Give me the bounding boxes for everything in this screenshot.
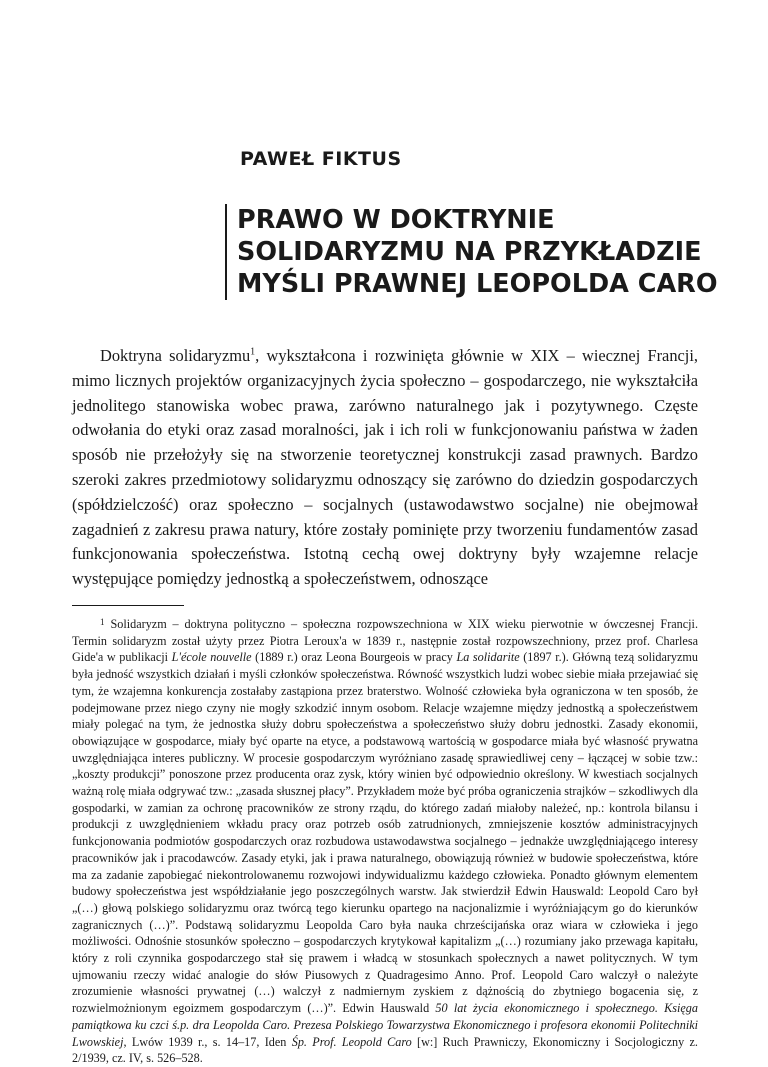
footnote-reference[interactable]: 1 [250, 346, 256, 358]
footnote-title-2: La solidarite [456, 650, 520, 665]
title-line-3: MYŚLI PRAWNEJ LEOPOLDA CARO [237, 269, 718, 299]
article-title [225, 204, 718, 300]
footnote-text-4: , Lwów 1939 r., s. 14–17, Iden [123, 1034, 292, 1049]
author-name: PAWEŁ FIKTUS [240, 148, 402, 170]
footnote-title-4: Śp. Prof. Leopold Caro [291, 1034, 412, 1049]
footnote-title-3: 50 lat życia ekonomicznego i społecznego. Księga pamiątkowa ku czci ś.p. dra Leopolda Caro. Prezesa Polskiego Towarzystwa Ekonomicznego i profesora ekonomii Politechniki Lwowskiej [72, 1001, 698, 1049]
footnote-text-5: [w:] Ruch Prawniczy, Ekonomiczny i Socjologiczny z. 2/1939, cz. IV, s. 526–528. [72, 1034, 698, 1066]
footnote-title-1: L'école nouvelle [171, 650, 252, 665]
footnote-text-3: (1897 r.). Główną tezą solidaryzmu była jedność wszystkich działań i myśli członków społeczeństwa. Równość wszystkich ludzi wobec siebie miała przejawiać się tym, że wzajemna konkurencja zostałaby zastąpiona przez braterstwo. Wolność człowieka była ograniczona w ten sposób, że podejmowane przez niego czyny nie mogły szkodzić innym osobom. Relacje wzajemne między jednostką a społeczeństwem miały polegać na tym, że jednostka służy dobru społeczeństwa a społeczeństwo służy dobru jednostki. Zasady ekonomii, obowiązujące w gospodarce, miały być oparte na etyce, a podstawową wartością w gospodarce miała być własność prywatna uwzględniająca interes publiczny. W procesie gospodarczym wyróżniano zasadę sprawiedliwej ceny – łączącej w sobie tzw.: „koszty produkcji” ponoszone przez producenta oraz zysk, który winien być odpowiednio określony. W kwestiach socjalnych ważną rolę miała odgrywać tzw.: „zasada słusznej płacy”. Przykładem może być próba ograniczenia strajków – szkodliwych dla gospodarki, w zamian za ochronę pracowników ze strony rządu, do którego zadań miałoby należeć, np.: kontrola bilansu i produkcji z uwzględnieniem wkładu pracy oraz potrzeb osób zatrudnionych, zmniejszenie kosztów administracyjnych funkcjonowania podmiotów gospodarczych oraz rozbudowa ustawodawstwa socjalnego – jednakże uwzględniającego interesy pracowników jak i pracodawców. Zasady etyki, jak i prawa naturalnego, obowiązują również w budowie społeczeństwa, które ma za zadanie zapobiegać niekontrolowanemu rozwojowi indywidualizmu każdego człowieka. Ponadto głównym elementem budowy społeczeństwa jest współdziałanie jego poszczególnych warstw. Jak stwierdził Edwin Hauswald: Leopold Caro był „(…) głową polskiego solidaryzmu oraz twórcą tego kierunku opartego na nacjonalizmie i wyróżniającym go do kierunków zagranicznych (…)”. Podstawą solidaryzmu Leopolda Caro była nauka chrześcijańska oraz wiara w człowieka i jego możliwości. Odnośnie stosunków społeczno – gospodarczych krytykował kapitalizm „(…) rozumiany jako przewaga kapitału, który z roli czynnika gospodarczego stał się prawem i władcą w stosunkach społecznych a nawet politycznych. W tym ujmowaniu rzeczy widać analogie do słów Piusowych z Quadragesimo Anno. Prof. Leopold Caro walczył o należyte zrozumienie własności prywatnej (…) walczył z nadmiernym zyskiem z dążnością do zbytniego bogacenia się, z rozwielmożnionym egoizmem gospodarczym (…)”. Edwin Hauswald [72, 650, 699, 1016]
footnote-text-2: (1889 r.) oraz Leona Bourgeois w pracy [251, 650, 457, 665]
body-paragraph [72, 344, 698, 592]
footnote-separator [72, 605, 184, 606]
title-line-1: PRAWO W DOKTRYNIE [237, 205, 555, 235]
body-text-rest: , wykształcona i rozwinięta głównie w XIX – wiecznej Francji, mimo licznych projektów organizacyjnych życia społeczno – gospodarczego, nie wykształciła jednolitego stanowiska wobec prawa, zarówno naturalnego jak i pozytywnego. Częste odwołania do etyki oraz zasad moralności, jak i ich roli w funkcjonowaniu państwa w żaden sposób nie przełożyły się na stworzenie teoretycznej konstrukcji zasad prawnych. Bardzo szeroki zakres przedmiotowy solidaryzmu odnoszący się zarówno do dziedzin gospodarczych (spółdzielczość) oraz społeczno – socjalnych (ustawodawstwo socjalne) nie obejmował zagadnień z zakresu prawa natury, które zostały pominięte przy tworzeniu fundamentów zasad funkcjonowania społeczeństwa. Istotną cechą owej doktryny były wzajemne relacje występujące pomiędzy jednostką a społeczeństwem, odnoszące [72, 346, 699, 589]
footnote [72, 614, 698, 1067]
body-text-start: Doktryna solidaryzmu [100, 346, 251, 365]
title-line-2: SOLIDARYZMU NA PRZYKŁADZIE [237, 237, 702, 267]
footnote-text-1: Solidaryzm – doktryna polityczno – społeczna rozpowszechniona w XIX wieku pierwotnie w ówczesnej Francji. Termin solidaryzm został użyty przez Piotra Leroux'a w 1839 r., następnie został rozpowszechniony, przez prof. Charlesa Gide'a w publikacji [72, 617, 698, 665]
footnote-number: 1 [100, 617, 105, 627]
